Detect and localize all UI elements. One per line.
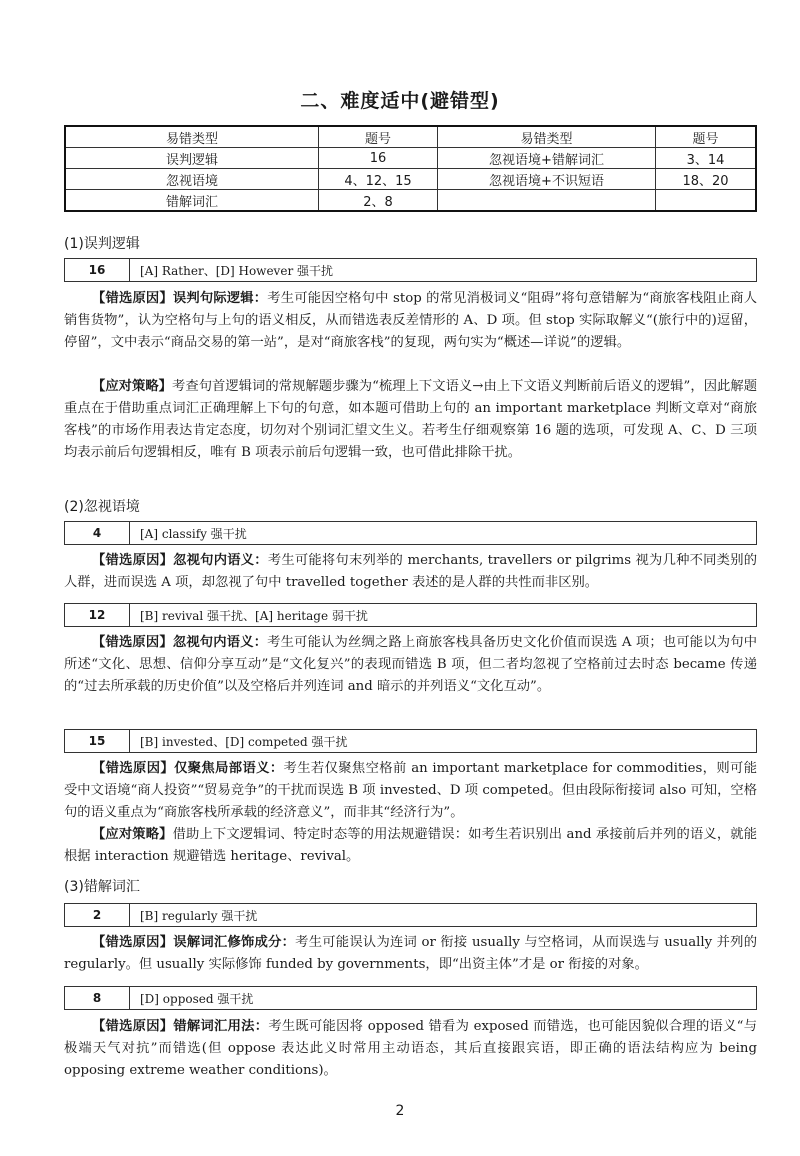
paragraph-label: 【错选原因】忽视句内语义： xyxy=(92,553,268,568)
paragraph-label: 【错选原因】忽视句内语义： xyxy=(92,635,268,650)
question-number: 15 xyxy=(65,730,130,752)
paragraph-text: 考生可能将句末列举的 merchants, travellers or pilgrims 视为几种不同类别的人群，进而误选 A 项，却忽视了句中 travelled together 表述的是人群的共性而非区别。 xyxy=(64,553,758,590)
paragraph-text: 借助上下文逻辑词、特定时态等的用法规避错误：如考生若识别出 and 承接前后并列的语义，就能根据 interaction 规避错选 heritage、revival。 xyxy=(64,827,757,864)
table-cell: 忽视语境 xyxy=(65,169,319,190)
question-number: 8 xyxy=(65,987,130,1009)
paragraph-text: 考生若仅聚焦空格前 an important marketplace for commodities，则可能受中文语境“商人投资”“贸易竞争”的干扰而误选 B 项 invested、D 项 competed。但由段际衔接词 also 可知，空格句的语义重点为“商旅客栈所承载的经济意义”，而非其“经济行为”。 xyxy=(64,761,757,820)
subsection-heading: (3)错解词汇 xyxy=(64,879,140,895)
question-number: 12 xyxy=(65,604,130,626)
table-cell: 错解词汇 xyxy=(65,190,319,212)
table-header-cell: 题号 xyxy=(656,126,757,148)
subsection-heading: (1)误判逻辑 xyxy=(64,236,140,252)
question-number: 2 xyxy=(65,904,130,926)
paragraph xyxy=(64,288,757,354)
table-cell: 忽视语境+错解词汇 xyxy=(438,148,656,169)
paragraph-label: 【错选原因】误判句际逻辑： xyxy=(92,291,268,306)
distractor-options: [B] revival 强干扰、[A] heritage 弱干扰 xyxy=(140,608,368,623)
paragraph-text: 考查句首逻辑词的常规解题步骤为“梳理上下文语义→由上下文语义判断前后语义的逻辑”，因此解题重点在于借助重点词汇正确理解上下句的句意，如本题可借助上句的 an important marketplace 判断文章对“商旅客栈”的市场作用表达肯定态度，切勿对个别词汇望文生义。若考生仔细观察第 16 题的选项，可发现 A、C、D 三项均表示前后句逻辑相反，唯有 B 项表示前后句逻辑一致，也可借此排除干扰。 xyxy=(64,379,757,460)
table-cell: 4、12、15 xyxy=(319,169,438,190)
section-title: 二、难度适中(避错型) xyxy=(300,90,500,112)
table-cell: 忽视语境+不识短语 xyxy=(438,169,656,190)
table-cell: 误判逻辑 xyxy=(65,148,319,169)
paragraph-text: 考生既可能因将 opposed 错看为 exposed 而错选，也可能因貌似合理的语义“与极端天气对抗”而错选(但 oppose 表达此义时常用主动语态，其后直接跟宾语，即正确的语法结构应为 being opposing extreme weather conditions)。 xyxy=(64,1019,758,1078)
page-number: 2 xyxy=(395,1103,405,1119)
paragraph-text: 考生可能因空格句中 stop 的常见消极词义“阻碍”将句意错解为“商旅客栈阻止商人销售货物”，认为空格句与上句的语义相反，从而错选表反差情形的 A、D 项。但 stop 实际取解义“(旅行中的)逗留，停留”，文中表示“商品交易的第一站”，是对“商旅客栈”的复现，两句实为“概述—详说”的逻辑。 xyxy=(64,291,758,350)
table-header-cell: 题号 xyxy=(319,126,438,148)
table-row xyxy=(65,169,756,190)
table-row xyxy=(65,190,756,212)
table-cell: 18、20 xyxy=(656,169,757,190)
error-type-table xyxy=(64,125,757,212)
distractor-options: [B] invested、[D] competed 强干扰 xyxy=(140,734,348,749)
table-header-row xyxy=(65,126,756,148)
paragraph-label: 【应对策略】 xyxy=(92,379,173,394)
table-cell xyxy=(656,190,757,212)
paragraph-label: 【错选原因】错解词汇用法： xyxy=(92,1019,269,1034)
question-number: 16 xyxy=(65,259,130,281)
paragraph xyxy=(64,932,757,976)
table-row xyxy=(65,148,756,169)
paragraph-text: 考生可能认为丝绸之路上商旅客栈具备历史文化价值而误选 A 项；也可能以为句中所述“文化、思想、信仰分享互动”是“文化复兴”的表现而错选 B 项，但二者均忽视了空格前过去时态 became 传递的“过去所承载的历史价值”以及空格后并列连词 and 暗示的并列语义“文化互动”。 xyxy=(64,635,758,694)
distractor-options: [A] Rather、[D] However 强干扰 xyxy=(140,263,333,278)
question-box xyxy=(64,986,757,1010)
question-box xyxy=(64,729,757,753)
table-cell: 16 xyxy=(319,148,438,169)
paragraph xyxy=(64,632,757,698)
paragraph-label: 【错选原因】仅聚焦局部语义： xyxy=(92,761,284,776)
paragraph-text: 考生可能误认为连词 or 衔接 usually 与空格词，从而误选与 usually 并列的 regularly。但 usually 实际修饰 funded by governments，即“出资主体”才是 or 衔接的对象。 xyxy=(64,935,757,972)
paragraph xyxy=(64,376,757,464)
paragraph xyxy=(64,824,757,868)
table-cell xyxy=(438,190,656,212)
question-number: 4 xyxy=(65,522,130,544)
table-header-cell: 易错类型 xyxy=(65,126,319,148)
paragraph xyxy=(64,1016,757,1082)
paragraph xyxy=(64,550,757,594)
table-cell: 2、8 xyxy=(319,190,438,212)
question-box xyxy=(64,258,757,282)
distractor-options: [A] classify 强干扰 xyxy=(140,526,247,541)
distractor-options: [D] opposed 强干扰 xyxy=(140,991,254,1006)
question-box xyxy=(64,903,757,927)
distractor-options: [B] regularly 强干扰 xyxy=(140,908,258,923)
table-cell: 3、14 xyxy=(656,148,757,169)
table-header-cell: 易错类型 xyxy=(438,126,656,148)
paragraph-label: 【错选原因】误解词汇修饰成分： xyxy=(92,935,296,950)
question-box xyxy=(64,603,757,627)
question-box xyxy=(64,521,757,545)
paragraph xyxy=(64,758,757,824)
paragraph-label: 【应对策略】 xyxy=(92,827,173,842)
subsection-heading: (2)忽视语境 xyxy=(64,499,140,515)
